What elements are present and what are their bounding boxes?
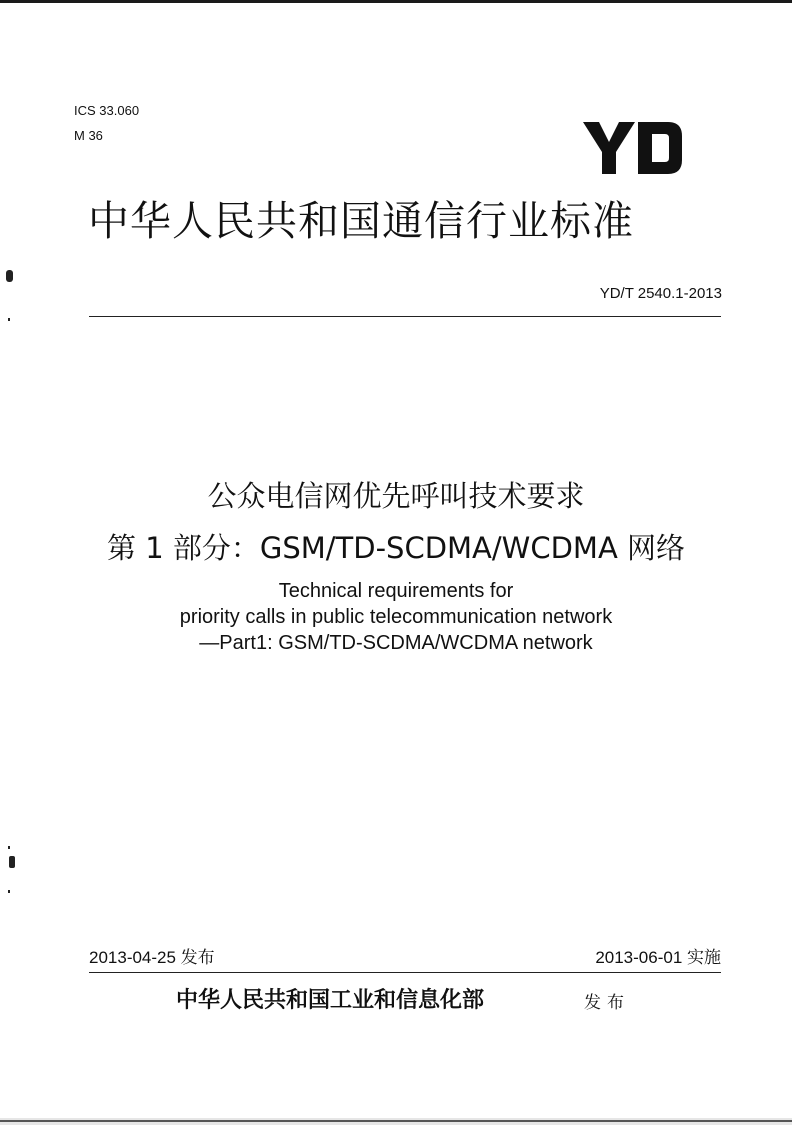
english-title-line-1: Technical requirements for — [278, 580, 514, 602]
scan-edge-bottom-line — [0, 1120, 792, 1122]
scan-speck — [8, 318, 10, 321]
publisher-name: 中华人民共和国工业和信息化部 — [176, 987, 485, 1013]
scan-edge-top — [0, 0, 792, 3]
scan-speck — [8, 846, 10, 849]
scan-speck — [9, 856, 15, 868]
english-title-line-2: priority calls in public telecommunication network — [179, 606, 613, 628]
ics-code: ICS 33.060 — [74, 103, 140, 118]
standard-number: YD/T 2540.1-2013 — [599, 285, 722, 302]
scan-speck — [6, 270, 13, 282]
publish-label: 发布 — [584, 993, 630, 1013]
yd-logo — [583, 118, 685, 178]
chinese-title-line-1: 公众电信网优先呼叫技术要求 — [207, 479, 585, 513]
standard-category-title: 中华人民共和国通信行业标准 — [88, 197, 634, 245]
header-divider — [89, 316, 721, 317]
footer-divider — [89, 972, 721, 973]
issue-date: 2013-04-25 发布 — [89, 948, 215, 967]
chinese-title-line-2: 第 1 部分：GSM/TD-SCDMA/WCDMA 网络 — [106, 531, 686, 565]
english-title-line-3: —Part1: GSM/TD-SCDMA/WCDMA network — [199, 632, 593, 654]
effective-date: 2013-06-01 实施 — [595, 948, 721, 967]
classification-code: M 36 — [74, 128, 103, 143]
scan-speck — [8, 890, 10, 893]
